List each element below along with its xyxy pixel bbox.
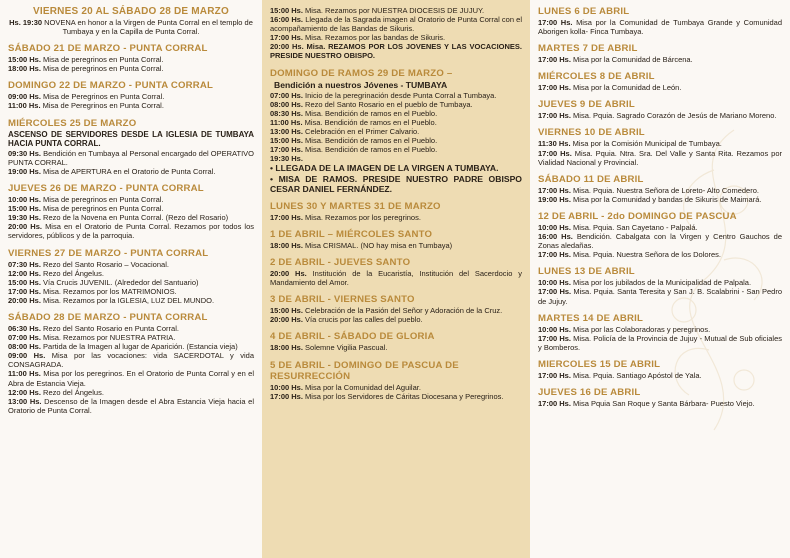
schedule-entry [538, 287, 782, 305]
entry-text: ASCENSO DE SERVIDORES DESDE LA IGLESIA DE TUMBAYA HACIA PUNTA CORRAL. [8, 129, 254, 149]
entry-text: Misa. Pquia. Santa Teresita y San J. B. Scalabrini - San Pedro de Jujuy. [538, 287, 782, 306]
schedule-entry [8, 388, 254, 397]
section-heading: 4 DE ABRIL - SÁBADO DE GLORIA [270, 331, 435, 343]
schedule-entry [270, 241, 522, 250]
schedule-section-viernes-20-al-sabado-28-de-marzo [8, 6, 254, 36]
entry-time: 17:00 Hs. [270, 33, 303, 43]
entry-time: 17:00 Hs. [8, 286, 41, 296]
entry-text: Misa. Rezamos por los MATRIMONIOS. [43, 286, 177, 296]
entry-time: 16:00 Hs. [270, 15, 304, 25]
entry-text: Celebración en el Primer Calvario. [305, 126, 420, 136]
column-1 [0, 0, 262, 558]
entry-text: Misa. Pquia. Sagrado Corazón de Jesús de Mariano Moreno. [573, 111, 777, 121]
schedule-section-jueves-9-de-abril [538, 99, 782, 120]
section-heading: MARTES 7 DE ABRIL [538, 43, 638, 55]
entry-text: Vía crucis por las calles del pueblo. [305, 315, 423, 325]
schedule-section-2-de-abril-jueves-santo [270, 257, 522, 287]
entry-text: • MISA DE RAMOS. PRESIDE NUESTRO PADRE OBISPO CESAR DANIEL FERNÁNDEZ. [270, 173, 522, 194]
entry-time: 15:00 Hs. [270, 6, 303, 15]
entry-time: 10:00 Hs. [538, 324, 571, 334]
entry-text: • LLEGADA DE LA IMAGEN DE LA VIRGEN A TUMBAYA. [270, 163, 499, 174]
entry-time: 19:30 Hs. [8, 213, 41, 223]
schedule-entry [538, 250, 782, 259]
entry-time: 17:00 Hs. [538, 185, 571, 195]
entry-time: 10:00 Hs. [8, 195, 41, 205]
entry-text: Misa. Pquia. San Cayetano - Palpalá. [573, 222, 698, 232]
entry-text: Misa. Bendición de ramos en el Pueblo. [305, 136, 438, 146]
schedule-entry [8, 64, 254, 73]
entry-text: Rezo del Santo Rosario en Punta Corral. [43, 323, 179, 333]
schedule-section-sabado-21-de-marzo-punta-corral [8, 43, 254, 73]
entry-text: Misa CRISMAL. (NO hay misa en Tumbaya) [305, 241, 453, 251]
schedule-section-continued [270, 6, 522, 61]
entry-text: Misa por la Comisión Municipal de Tumbaya. [572, 139, 722, 149]
section-heading: VIERNES 27 DE MARZO - PUNTA CORRAL [8, 247, 209, 259]
schedule-entry [538, 195, 782, 204]
entry-text: Misa por las vocaciones: vida SACERDOTAL y vida CONSAGRADA. [8, 351, 254, 370]
entry-time: 18:00 Hs. [8, 64, 41, 74]
entry-text: Misa. Bendición de ramos en el Pueblo. [304, 117, 437, 127]
schedule-entry [270, 109, 522, 118]
schedule-entry [270, 174, 522, 194]
entry-text: Misa. Bendición de ramos en el Pueblo. [305, 145, 438, 155]
entry-text: Misa. Pquia. Nuestra Señora de los Dolores. [573, 250, 722, 260]
entry-text: Misa. Pquia. Santiago Apóstol de Yala. [573, 370, 702, 380]
entry-time: 09:00 Hs. [8, 92, 41, 102]
schedule-entry [8, 167, 254, 176]
entry-time: 10:00 Hs. [270, 382, 303, 392]
schedule-section-martes-14-de-abril [538, 313, 782, 352]
schedule-entry [270, 306, 522, 315]
section-heading: JUEVES 16 DE ABRIL [538, 386, 641, 398]
schedule-entry [8, 397, 254, 415]
entry-text: Misa. Rezamos por la IGLESIA, LUZ DEL MUNDO. [43, 295, 215, 305]
schedule-entry [8, 55, 254, 64]
column-2 [262, 0, 530, 558]
schedule-entry [8, 269, 254, 278]
schedule-section-domingo-22-de-marzo-punta-corral [8, 80, 254, 110]
schedule-entry [538, 232, 782, 250]
entry-text: Misa por los peregrinos. En el Oratorio de Punta Corral y en el Abra de Estancia Vieja. [8, 369, 254, 388]
section-heading: 2 DE ABRIL - JUEVES SANTO [270, 257, 411, 269]
schedule-entry [270, 136, 522, 145]
schedule-entry [270, 213, 522, 222]
entry-time: 11:00 Hs. [270, 117, 303, 127]
entry-time: 12:00 Hs. [8, 268, 41, 278]
entry-time: 15:00 Hs. [8, 55, 41, 65]
entry-time: 17:00 Hs. [538, 83, 571, 93]
section-heading: MIERCOLES 15 DE ABRIL [538, 358, 661, 370]
entry-time: 08:00 Hs. [8, 342, 41, 352]
entry-time: 10:00 Hs. [538, 278, 571, 288]
column-3 [530, 0, 790, 558]
entry-time: 19:30 Hs. [270, 154, 303, 164]
schedule-section-lunes-6-de-abril [538, 6, 782, 36]
section-heading: 3 DE ABRIL - VIERNES SANTO [270, 294, 415, 306]
section-heading: LUNES 30 Y MARTES 31 DE MARZO [270, 200, 441, 212]
entry-text: Misa. Policía de la Provincia de Jujuy - Mutual de Sub oficiales y Bomberos. [538, 333, 782, 352]
entry-text: Misa por los Servidores de Cáritas Diocesana y Peregrinos. [305, 391, 504, 401]
entry-time: 10:00 Hs. [538, 222, 571, 232]
schedule-entry [270, 33, 522, 42]
entry-time: 17:00 Hs. [270, 391, 303, 401]
entry-time: 20:00 Hs. [8, 295, 41, 305]
section-heading: DOMINGO DE RAMOS 29 DE MARZO – [270, 67, 453, 79]
entry-time: 17:00 Hs. [538, 250, 571, 260]
schedule-entry [270, 6, 522, 15]
schedule-entry [538, 139, 782, 148]
entry-text: Institución de la Eucaristía, Institución del Sacerdocio y Mandamiento del Amor. [270, 269, 523, 288]
schedule-entry [8, 260, 254, 269]
entry-time: 17:00 Hs. [270, 145, 303, 155]
schedule-entry [270, 392, 522, 401]
schedule-entry [8, 369, 254, 387]
entry-text: Bendición en Tumbaya al Personal encargado del OPERATIVO PUNTA CORRAL. [8, 148, 254, 167]
schedule-entry [270, 42, 522, 60]
entry-time: 06:30 Hs. [8, 323, 41, 333]
entry-text: Celebración de la Pasión del Señor y Adoración de la Cruz. [305, 306, 503, 316]
entry-time: 09:00 Hs. [8, 351, 46, 361]
entry-text: Misa de peregrinos en Punta Corral. [43, 204, 164, 214]
section-heading: VIERNES 20 AL SÁBADO 28 DE MARZO [33, 6, 229, 17]
entry-time: 18:00 Hs. [270, 343, 303, 353]
schedule-entry [8, 296, 254, 305]
entry-time: 16:00 Hs. [538, 232, 573, 242]
schedule-entry [270, 163, 522, 173]
entry-text: Misa de Peregrinos en Punta Corral. [42, 101, 164, 111]
schedule-entry [8, 204, 254, 213]
entry-text: Solemne Vigilia Pascual. [305, 343, 388, 353]
section-subheading: Bendición a nuestros Jóvenes - TUMBAYA [274, 79, 448, 90]
entry-time: 17:00 Hs. [538, 148, 572, 158]
schedule-entry [8, 213, 254, 222]
schedule-section-12-de-abril-2do-domingo-de-pascua [538, 211, 782, 259]
entry-text: Misa. Bendición de ramos en el Pueblo. [305, 108, 438, 118]
entry-time: 13:00 Hs. [8, 396, 42, 406]
entry-time: 15:00 Hs. [270, 136, 303, 146]
entry-text: NOVENA en honor a la Virgen de Punta Corral en el templo de Tumbaya y en la Capilla de Punta Corral. [44, 18, 253, 37]
schedule-entry [8, 101, 254, 110]
schedule-entry [538, 334, 782, 352]
entry-time: 11:30 Hs. [538, 139, 571, 149]
entry-time: 20:00 Hs. [270, 269, 307, 279]
entry-text: Misa de Peregrinos en Punta Corral. [43, 92, 165, 102]
entry-time: 17:00 Hs. [538, 55, 571, 65]
schedule-entry [270, 15, 522, 33]
schedule-entry [538, 325, 782, 334]
schedule-section-5-de-abril-domingo-de-pascua-de-resurrec [270, 360, 522, 401]
entry-text: Misa. Pquia. Nuestra Señora de Loreto- Alto Comedero. [573, 185, 759, 195]
schedule-entry [8, 92, 254, 101]
schedule-section-jueves-26-de-marzo-punta-corral [8, 183, 254, 240]
schedule-entry [270, 315, 522, 324]
entry-time: Hs. 19:30 [9, 18, 43, 27]
section-heading: JUEVES 26 DE MARZO - PUNTA CORRAL [8, 183, 204, 195]
schedule-entry [270, 145, 522, 154]
schedule-entry [270, 154, 522, 163]
entry-text: Misa. Rezamos por las bandas de Sikuris. [305, 33, 446, 43]
section-heading: SÁBADO 11 DE ABRIL [538, 173, 644, 185]
entry-time: 15:00 Hs. [8, 277, 41, 287]
entry-time: 07:30 Hs. [8, 259, 41, 269]
schedule-entry [270, 343, 522, 352]
section-heading: 1 DE ABRIL – MIÉRCOLES SANTO [270, 229, 433, 241]
entry-time: 19:00 Hs. [8, 166, 41, 176]
entry-text: Partida de la Imagen al lugar de Aparición. (Estancia vieja) [43, 342, 238, 352]
entry-text: Misa por los jubilados de la Municipalidad de Palpala. [573, 278, 752, 288]
schedule-section-3-de-abril-viernes-santo [270, 294, 522, 324]
section-heading: 5 DE ABRIL - DOMINGO DE PASCUA DE RESURRECCIÓN [270, 359, 459, 382]
section-heading: MARTES 14 DE ABRIL [538, 312, 644, 324]
entry-time: 20:00 Hs. [270, 42, 304, 52]
entry-time: 13:00 Hs. [270, 126, 303, 136]
schedule-entry [538, 149, 782, 167]
entry-text: Misa por la Comunidad de León. [573, 83, 682, 93]
schedule-entry [8, 324, 254, 333]
entry-text: Misa. Rezamos por NUESTRA DIOCESIS DE JUJUY. [305, 6, 485, 15]
entry-text: Llegada de la Sagrada imagen al Oratorio de Punta Corral con el acompañamiento de las Bandas de Sikuris. [270, 15, 522, 34]
entry-text: Rezo del Ángelus. [43, 387, 104, 397]
entry-time: 17:00 Hs. [538, 370, 571, 380]
schedule-entry [270, 91, 522, 100]
entry-text: Descenso de la Imagen desde el Abra Estancia Vieja hacia el Oratorio de Punta Corral. [8, 396, 254, 415]
schedule-entry [8, 287, 254, 296]
section-heading: 12 DE ABRIL - 2do DOMINGO DE PASCUA [538, 210, 737, 222]
entry-text: Misa de peregrinos en Punta Corral. [43, 64, 164, 74]
entry-text: Misa de APERTURA en el Oratorio de Punta Corral. [43, 166, 216, 176]
schedule-entry [270, 383, 522, 392]
section-heading: LUNES 13 DE ABRIL [538, 266, 635, 278]
entry-time: 19:00 Hs. [538, 194, 571, 204]
schedule-section-jueves-16-de-abril [538, 387, 782, 408]
schedule-section-sabado-11-de-abril [538, 174, 782, 204]
schedule-entry [538, 278, 782, 287]
entry-text: Bendición. Cabalgata con la Virgen y Centro Gauchos de Zonas aledañas. [538, 232, 782, 251]
entry-time: 11:00 Hs. [8, 369, 41, 379]
schedule-section-1-de-abril-miercoles-santo [270, 229, 522, 250]
section-heading: VIERNES 10 DE ABRIL [538, 127, 645, 139]
entry-time: 17:00 Hs. [538, 111, 571, 121]
schedule-section-viernes-10-de-abril [538, 127, 782, 166]
schedule-entry [538, 83, 782, 92]
entry-text: Inicio de la peregrinación desde Punta Corral a Tumbaya. [305, 90, 497, 100]
schedule-entry [8, 149, 254, 167]
entry-text: Vía Crucis JUVENIL. (Alrededor del Santuario) [43, 277, 199, 287]
schedule-entry [8, 342, 254, 351]
entry-text: Misa de peregrinos en Punta Corral. [43, 195, 164, 205]
entry-time: 17:00 Hs. [538, 18, 573, 27]
entry-text: Rezo del Santo Rosario – Vocacional. [43, 259, 169, 269]
entry-text: Rezo de la Novena en Punta Corral. (Rezo del Rosario) [43, 213, 229, 223]
schedule-section-martes-7-de-abril [538, 43, 782, 64]
section-heading: SÁBADO 21 DE MARZO - PUNTA CORRAL [8, 43, 208, 55]
schedule-entry [538, 111, 782, 120]
schedule-entry [8, 18, 254, 36]
section-heading: MIÉRCOLES 25 DE MARZO [8, 117, 137, 129]
schedule-section-miercoles-15-de-abril [538, 359, 782, 380]
section-heading: DOMINGO 22 DE MARZO - PUNTA CORRAL [8, 80, 214, 92]
schedule-entry [270, 127, 522, 136]
section-heading: JUEVES 9 DE ABRIL [538, 99, 635, 111]
entry-time: 17:00 Hs. [538, 287, 572, 297]
schedule-entry [538, 371, 782, 380]
entry-text: Misa por la Comunidad del Aguilar. [305, 382, 421, 392]
entry-time: 17:00 Hs. [538, 398, 571, 408]
schedule-entry [8, 278, 254, 287]
schedule-section-lunes-30-y-martes-31-de-marzo [270, 201, 522, 222]
schedule-entry [270, 118, 522, 127]
entry-time: 20:00 Hs. [270, 315, 303, 325]
entry-text: Misa por las Colaboradoras y peregrinos. [573, 324, 711, 334]
entry-text: Misa de peregrinos en Punta Corral. [43, 55, 164, 65]
schedule-entry [538, 55, 782, 64]
entry-time: 12:00 Hs. [8, 387, 41, 397]
schedule-entry [8, 333, 254, 342]
entry-text: Rezo del Ángelus. [43, 268, 104, 278]
schedule-entry [538, 186, 782, 195]
entry-time: 07:00 Hs. [270, 90, 303, 100]
schedule-section-4-de-abril-sabado-de-gloria [270, 331, 522, 352]
entry-time: 18:00 Hs. [270, 241, 303, 251]
schedule-entry [8, 351, 254, 369]
section-heading: MIÉRCOLES 8 DE ABRIL [538, 71, 655, 83]
entry-text: Misa. Pquia. Ntra. Sra. Del Valle y Santa Rita. Rezamos por Vialidad Nacional y Provincial. [538, 148, 782, 167]
entry-text: Misa. Rezamos por los peregrinos. [305, 212, 421, 222]
entry-text: Misa en el Oratorio de Punta Corral. Rezamos por todos los servidores, públicos y de la parroquia. [8, 222, 255, 241]
schedule-entry [8, 222, 254, 240]
schedule-entry [8, 130, 254, 149]
schedule-entry [270, 269, 522, 287]
schedule-entry [8, 195, 254, 204]
entry-text: Rezo del Santo Rosario en el pueblo de Tumbaya. [305, 99, 473, 109]
entry-text: Misa Pquia San Roque y Santa Bárbara- Puesto Viejo. [573, 398, 755, 408]
entry-text: Misa por la Comunidad de Tumbaya Grande y Comunidad Aborigen kolla- Finca Tumbaya. [538, 18, 783, 37]
entry-time: 15:00 Hs. [8, 204, 41, 214]
schedule-section-lunes-13-de-abril [538, 266, 782, 305]
entry-text: Misa. Rezamos por NUESTRA PATRIA. [43, 333, 176, 343]
entry-text: Misa por la Comunidad y bandas de Sikuris de Maimará. [573, 194, 762, 204]
entry-time: 17:00 Hs. [538, 333, 572, 343]
schedule-entry [538, 18, 782, 36]
schedule-entry [538, 223, 782, 232]
entry-time: 09:30 Hs. [8, 148, 41, 158]
entry-time: 08:30 Hs. [270, 108, 303, 118]
entry-time: 20:00 Hs. [8, 222, 42, 232]
entry-time: 15:00 Hs. [270, 306, 303, 316]
entry-text: Misa. REZAMOS POR LOS JOVENES Y LAS VOCACIONES. PRESIDE NUESTRO OBISPO. [270, 42, 523, 61]
entry-text: Misa por la Comunidad de Bárcena. [573, 55, 693, 65]
schedule-section-viernes-27-de-marzo-punta-corral [8, 248, 254, 305]
schedule-entry [538, 399, 782, 408]
entry-time: 08:00 Hs. [270, 99, 303, 109]
schedule-entry [270, 100, 522, 109]
section-heading: SÁBADO 28 DE MARZO - PUNTA CORRAL [8, 311, 208, 323]
entry-time: 17:00 Hs. [270, 212, 303, 222]
section-heading: LUNES 6 DE ABRIL [538, 6, 630, 17]
entry-time: 11:00 Hs. [8, 101, 41, 111]
schedule-section-miercoles-25-de-marzo [8, 118, 254, 176]
schedule-section-domingo-de-ramos-29-de-marzo [270, 68, 522, 194]
entry-time: 07:00 Hs. [8, 333, 41, 343]
schedule-section-sabado-28-de-marzo-punta-corral [8, 312, 254, 415]
schedule-section-miercoles-8-de-abril [538, 71, 782, 92]
